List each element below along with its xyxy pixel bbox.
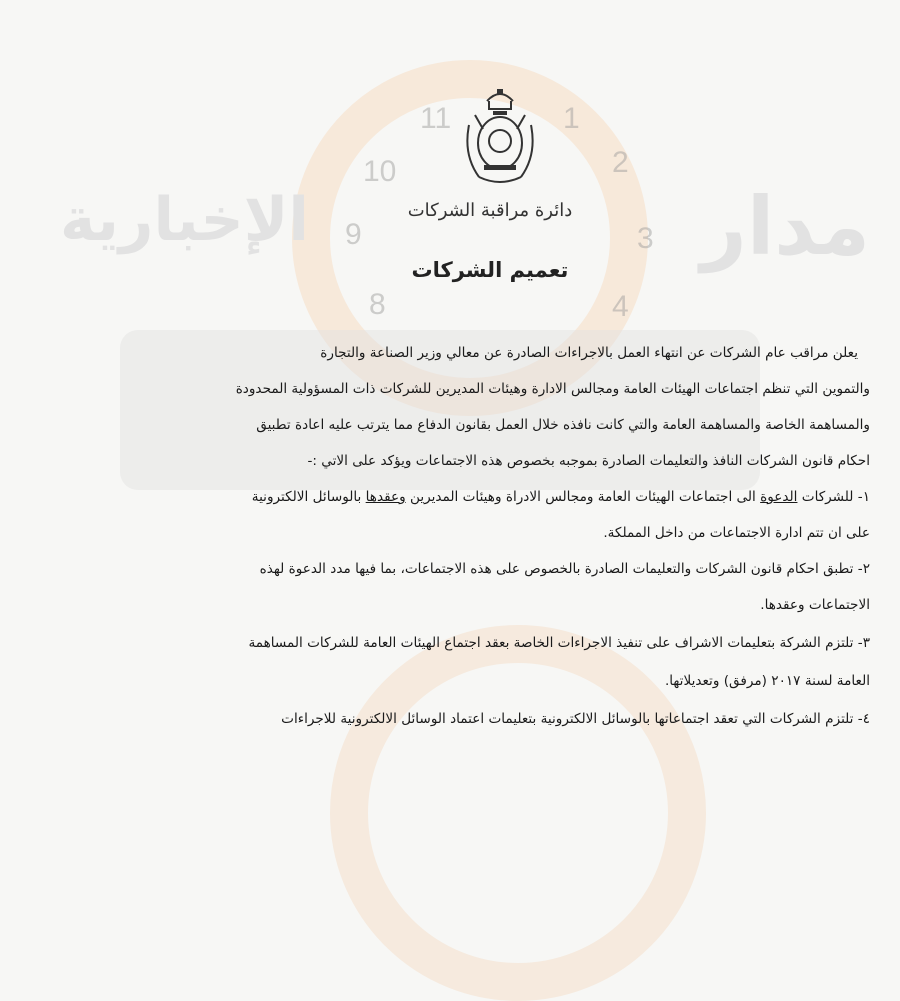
text-line: على ان تتم ادارة الاجتماعات من داخل المملكة. [603, 525, 870, 541]
text-line: احكام قانون الشركات النافذ والتعليمات الصادرة بموجبه بخصوص هذه الاجتماعات ويؤكد على الاتي :- [307, 453, 870, 469]
list-item: ٢- تطبق احكام قانون الشركات والتعليمات الصادرة بالخصوص على هذه الاجتماعات، بما فيها مدد الدعوة لهذه [259, 561, 870, 577]
text-span: الى اجتماعات الهيئات العامة ومجالس الادراة وهيئات المديرين [405, 489, 761, 505]
watermark-clock-number: 4 [612, 290, 629, 323]
list-item: ٣- تلتزم الشركة بتعليمات الاشراف على تنفيذ الاجراءات الخاصة بعقد اجتماع الهيئات العامة للشركات المساهمة [248, 635, 870, 651]
list-item [252, 487, 870, 507]
list-item: ٤- تلتزم الشركات التي تعقد اجتماعاتها بالوسائل الالكترونية بتعليمات اعتماد الوسائل الالكترونية للاجراءات [281, 711, 870, 727]
underlined-word: الدعوة [760, 489, 798, 505]
watermark-clock-number: 11 [420, 102, 452, 135]
watermark-clock-number: 8 [369, 288, 386, 321]
text-span: ١- للشركات [797, 489, 870, 505]
page-title: تعميم الشركات [411, 258, 569, 282]
underlined-word: وعقدها [365, 489, 406, 505]
clock-watermark-lower [330, 625, 706, 1001]
watermark-brand-right: مدار [700, 180, 870, 273]
watermark-clock-number: 1 [563, 102, 580, 135]
watermark-clock-number: 2 [612, 146, 629, 179]
watermark-clock-number: 10 [363, 155, 397, 188]
text-line: العامة لسنة ٢٠١٧ (مرفق) وتعديلاتها. [664, 673, 870, 689]
watermark-clock-number: 9 [345, 218, 362, 251]
text-line: يعلن مراقب عام الشركات عن انتهاء العمل بالاجراءات الصادرة عن معالي وزير الصناعة والتجارة [320, 345, 858, 361]
text-line: الاجتماعات وعقدها. [760, 597, 870, 613]
text-line: والمساهمة الخاصة والمساهمة العامة والتي كانت نافذه خلال العمل بقانون الدفاع مما يترتب عليه اعادة تطبيق [256, 417, 870, 433]
department-name: دائرة مراقبة الشركات [407, 200, 573, 221]
text-line: والتموين التي تنظم اجتماعات الهيئات العامة ومجالس الادارة وهيئات المديرين للشركات ذات المسؤولية المحدودة [235, 381, 870, 397]
watermark-clock-number: 3 [637, 222, 654, 255]
text-span: بالوسائل الالكترونية [251, 489, 366, 505]
watermark-brand-left: الإخبارية [60, 185, 309, 255]
jordan-crest-icon [459, 85, 541, 190]
